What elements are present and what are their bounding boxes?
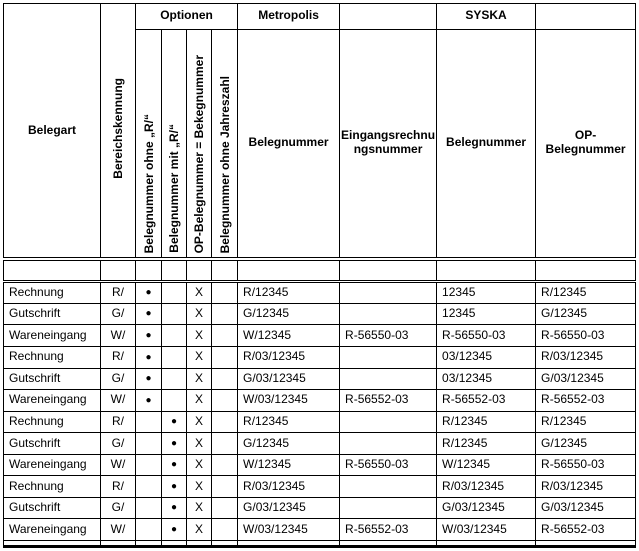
separator-cell [187, 259, 212, 282]
table-row [4, 497, 636, 519]
cell-metropolis-belegnummer: R/12345 [238, 282, 340, 304]
cell-metropolis-belegnummer: W/12345 [238, 454, 340, 476]
table-row [4, 454, 636, 476]
cell-option-belegnummer-mit-r: ● [162, 454, 187, 476]
cell-belegart: Wareneingang [4, 454, 101, 476]
cell-op-belegnummer: R-56550-03 [536, 454, 636, 476]
cell-option-belegnummer-ohne-r [136, 519, 162, 541]
table-row [4, 411, 636, 433]
bottom-border-cell [340, 540, 437, 546]
cell-bereichskennung: R/ [101, 282, 136, 304]
header-option-belegnummer-ohne-r-label: Belegnummer ohne „R/“ [141, 113, 156, 254]
cell-metropolis-belegnummer: G/03/12345 [238, 497, 340, 519]
cell-option-op-belegnummer-eq: X [187, 433, 212, 455]
cell-syska-belegnummer: 03/12345 [437, 368, 536, 390]
cell-op-belegnummer: R/03/12345 [536, 476, 636, 498]
cell-option-ohne-jahreszahl [212, 519, 238, 541]
cell-option-belegnummer-mit-r: ● [162, 519, 187, 541]
cell-eingangsrechnungsnummer: R-56550-03 [340, 454, 437, 476]
cell-bereichskennung: W/ [101, 454, 136, 476]
cell-option-ohne-jahreszahl [212, 347, 238, 369]
cell-option-belegnummer-mit-r [162, 325, 187, 347]
cell-belegart: Gutschrift [4, 497, 101, 519]
cell-bereichskennung: G/ [101, 368, 136, 390]
cell-option-belegnummer-mit-r: ● [162, 433, 187, 455]
cell-metropolis-belegnummer: W/03/12345 [238, 390, 340, 412]
header-group-metropolis: Metropolis [238, 4, 340, 30]
cell-belegart: Gutschrift [4, 433, 101, 455]
cell-bereichskennung: R/ [101, 476, 136, 498]
bottom-border-cell [238, 540, 340, 546]
cell-belegart: Rechnung [4, 476, 101, 498]
cell-option-ohne-jahreszahl [212, 325, 238, 347]
header-row-groups [4, 4, 636, 30]
header-op-belegnummer: OP-Belegnummer [536, 29, 636, 259]
cell-belegart: Rechnung [4, 282, 101, 304]
header-option-op-belegnummer-eq [187, 29, 212, 259]
header-metropolis-belegnummer: Belegnummer [238, 29, 340, 259]
bottom-border-row [4, 540, 636, 546]
separator-cell [4, 259, 101, 282]
bottom-border-cell [4, 540, 101, 546]
header-belegart: Belegart [4, 4, 101, 259]
cell-option-belegnummer-mit-r [162, 282, 187, 304]
cell-option-op-belegnummer-eq: X [187, 325, 212, 347]
cell-syska-belegnummer: R/12345 [437, 411, 536, 433]
cell-bereichskennung: G/ [101, 303, 136, 325]
cell-option-op-belegnummer-eq: X [187, 519, 212, 541]
cell-belegart: Wareneingang [4, 390, 101, 412]
cell-option-ohne-jahreszahl [212, 368, 238, 390]
cell-metropolis-belegnummer: G/12345 [238, 303, 340, 325]
cell-metropolis-belegnummer: R/03/12345 [238, 347, 340, 369]
cell-option-belegnummer-ohne-r: ● [136, 282, 162, 304]
table-row [4, 368, 636, 390]
cell-option-ohne-jahreszahl [212, 433, 238, 455]
table-row [4, 519, 636, 541]
cell-eingangsrechnungsnummer [340, 476, 437, 498]
cell-option-belegnummer-ohne-r: ● [136, 390, 162, 412]
cell-op-belegnummer: G/03/12345 [536, 368, 636, 390]
cell-option-belegnummer-mit-r: ● [162, 497, 187, 519]
separator-cell [136, 259, 162, 282]
cell-belegart: Gutschrift [4, 303, 101, 325]
separator-cell [238, 259, 340, 282]
bottom-border-cell [162, 540, 187, 546]
cell-op-belegnummer: R-56552-03 [536, 390, 636, 412]
beleg-options-table [3, 3, 636, 548]
cell-option-op-belegnummer-eq: X [187, 347, 212, 369]
bottom-border-cell [136, 540, 162, 546]
cell-option-belegnummer-ohne-r [136, 476, 162, 498]
cell-belegart: Rechnung [4, 347, 101, 369]
cell-syska-belegnummer: 12345 [437, 303, 536, 325]
cell-syska-belegnummer: W/03/12345 [437, 519, 536, 541]
table-row [4, 282, 636, 304]
bottom-border-cell [437, 540, 536, 546]
bottom-border-cell [187, 540, 212, 546]
table-row [4, 390, 636, 412]
cell-option-op-belegnummer-eq: X [187, 390, 212, 412]
cell-syska-belegnummer: R-56552-03 [437, 390, 536, 412]
cell-option-ohne-jahreszahl [212, 454, 238, 476]
cell-option-belegnummer-ohne-r: ● [136, 325, 162, 347]
cell-option-ohne-jahreszahl [212, 390, 238, 412]
cell-syska-belegnummer: W/12345 [437, 454, 536, 476]
separator-cell [340, 259, 437, 282]
cell-metropolis-belegnummer: W/03/12345 [238, 519, 340, 541]
cell-option-op-belegnummer-eq: X [187, 282, 212, 304]
cell-option-belegnummer-mit-r [162, 368, 187, 390]
cell-option-belegnummer-ohne-r [136, 411, 162, 433]
table-row [4, 347, 636, 369]
cell-eingangsrechnungsnummer: R-56552-03 [340, 390, 437, 412]
cell-option-belegnummer-mit-r [162, 390, 187, 412]
header-option-belegnummer-ohne-r [136, 29, 162, 259]
cell-option-belegnummer-ohne-r: ● [136, 303, 162, 325]
cell-bereichskennung: G/ [101, 433, 136, 455]
header-group-empty-1 [340, 4, 437, 30]
cell-syska-belegnummer: 03/12345 [437, 347, 536, 369]
table-row [4, 325, 636, 347]
cell-option-op-belegnummer-eq: X [187, 497, 212, 519]
cell-bereichskennung: G/ [101, 497, 136, 519]
cell-eingangsrechnungsnummer [340, 368, 437, 390]
cell-option-ohne-jahreszahl [212, 497, 238, 519]
cell-option-belegnummer-ohne-r: ● [136, 347, 162, 369]
cell-eingangsrechnungsnummer: R-56552-03 [340, 519, 437, 541]
cell-belegart: Gutschrift [4, 368, 101, 390]
cell-option-ohne-jahreszahl [212, 282, 238, 304]
header-group-syska: SYSKA [437, 4, 536, 30]
header-option-belegnummer-mit-r-label: Belegnummer mit „R/“ [167, 124, 181, 254]
cell-eingangsrechnungsnummer [340, 282, 437, 304]
cell-op-belegnummer: R/12345 [536, 282, 636, 304]
cell-bereichskennung: W/ [101, 325, 136, 347]
separator-cell [536, 259, 636, 282]
cell-belegart: Wareneingang [4, 519, 101, 541]
cell-op-belegnummer: R-56550-03 [536, 325, 636, 347]
header-eingangsrechnungsnummer: Eingangsrechnungsnummer [340, 29, 437, 259]
cell-metropolis-belegnummer: G/03/12345 [238, 368, 340, 390]
separator-cell [162, 259, 187, 282]
table-row [4, 433, 636, 455]
cell-option-op-belegnummer-eq: X [187, 454, 212, 476]
cell-op-belegnummer: G/03/12345 [536, 497, 636, 519]
table-row [4, 476, 636, 498]
cell-metropolis-belegnummer: W/12345 [238, 325, 340, 347]
header-group-optionen: Optionen [136, 4, 238, 30]
cell-option-belegnummer-ohne-r: ● [136, 368, 162, 390]
cell-metropolis-belegnummer: R/03/12345 [238, 476, 340, 498]
cell-bereichskennung: R/ [101, 347, 136, 369]
header-group-empty-2 [536, 4, 636, 30]
bottom-border-cell [536, 540, 636, 546]
header-syska-belegnummer: Belegnummer [437, 29, 536, 259]
cell-option-belegnummer-mit-r [162, 303, 187, 325]
cell-op-belegnummer: G/12345 [536, 303, 636, 325]
cell-option-ohne-jahreszahl [212, 476, 238, 498]
cell-option-op-belegnummer-eq: X [187, 476, 212, 498]
bottom-border-cell [212, 540, 238, 546]
cell-option-op-belegnummer-eq: X [187, 303, 212, 325]
cell-op-belegnummer: R/03/12345 [536, 347, 636, 369]
cell-belegart: Wareneingang [4, 325, 101, 347]
bottom-border-cell [101, 540, 136, 546]
separator-cell [212, 259, 238, 282]
cell-op-belegnummer: R/12345 [536, 411, 636, 433]
table-body [4, 282, 636, 540]
cell-option-ohne-jahreszahl [212, 411, 238, 433]
cell-op-belegnummer: R-56552-03 [536, 519, 636, 541]
cell-belegart: Rechnung [4, 411, 101, 433]
cell-option-op-belegnummer-eq: X [187, 368, 212, 390]
cell-metropolis-belegnummer: R/12345 [238, 411, 340, 433]
cell-option-belegnummer-ohne-r [136, 433, 162, 455]
cell-eingangsrechnungsnummer [340, 411, 437, 433]
separator-cell [101, 259, 136, 282]
cell-syska-belegnummer: 12345 [437, 282, 536, 304]
separator-row [4, 259, 636, 282]
separator-cell [437, 259, 536, 282]
cell-option-belegnummer-mit-r: ● [162, 411, 187, 433]
cell-bereichskennung: R/ [101, 411, 136, 433]
header-option-belegnummer-mit-r [162, 29, 187, 259]
header-bereichskennung-label: Bereichskennung [111, 78, 125, 179]
cell-option-belegnummer-ohne-r [136, 497, 162, 519]
cell-syska-belegnummer: R-56550-03 [437, 325, 536, 347]
header-option-ohne-jahreszahl-label: Belegnummer ohne Jahreszahl [217, 75, 232, 254]
table-row [4, 303, 636, 325]
cell-option-belegnummer-mit-r: ● [162, 476, 187, 498]
cell-option-belegnummer-ohne-r [136, 454, 162, 476]
cell-option-op-belegnummer-eq: X [187, 411, 212, 433]
cell-eingangsrechnungsnummer [340, 303, 437, 325]
cell-metropolis-belegnummer: G/12345 [238, 433, 340, 455]
cell-option-belegnummer-mit-r [162, 347, 187, 369]
cell-syska-belegnummer: R/03/12345 [437, 476, 536, 498]
header-bereichskennung [101, 4, 136, 259]
cell-option-ohne-jahreszahl [212, 303, 238, 325]
cell-syska-belegnummer: G/03/12345 [437, 497, 536, 519]
cell-eingangsrechnungsnummer [340, 347, 437, 369]
cell-op-belegnummer: G/12345 [536, 433, 636, 455]
cell-eingangsrechnungsnummer [340, 497, 437, 519]
cell-bereichskennung: W/ [101, 390, 136, 412]
cell-eingangsrechnungsnummer: R-56550-03 [340, 325, 437, 347]
cell-eingangsrechnungsnummer [340, 433, 437, 455]
cell-syska-belegnummer: R/12345 [437, 433, 536, 455]
cell-bereichskennung: W/ [101, 519, 136, 541]
header-option-ohne-jahreszahl [212, 29, 238, 259]
header-option-op-belegnummer-eq-label: OP-Belegnummer = Bekegnummer [192, 54, 206, 254]
